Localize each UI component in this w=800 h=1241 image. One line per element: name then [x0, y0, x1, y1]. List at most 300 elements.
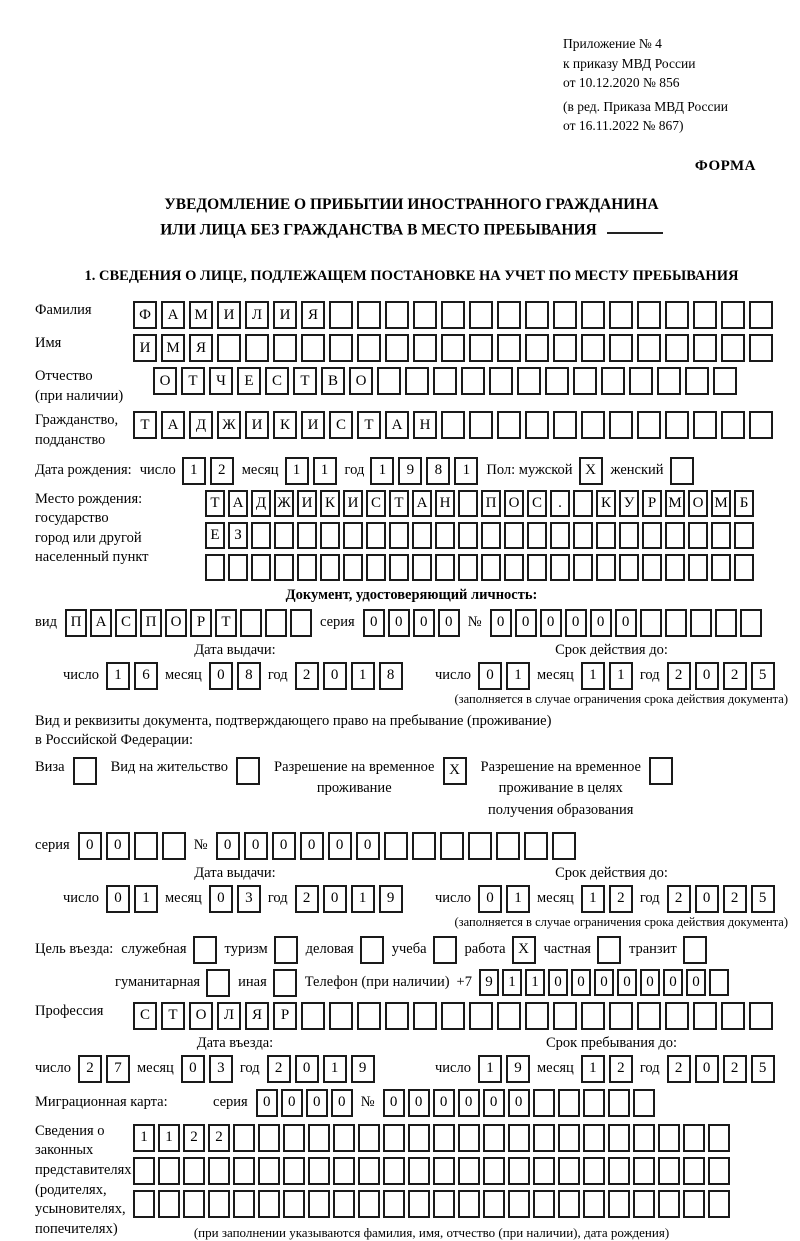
char-cell[interactable]: 7 — [106, 1055, 130, 1083]
char-cell[interactable] — [385, 301, 409, 329]
char-cell[interactable]: 9 — [351, 1055, 375, 1083]
char-cell[interactable]: 2 — [723, 662, 747, 690]
char-cell[interactable]: 6 — [134, 662, 158, 690]
char-cell[interactable]: 2 — [267, 1055, 291, 1083]
char-cell[interactable] — [619, 522, 639, 549]
char-cell[interactable]: С — [133, 1002, 157, 1030]
char-cell[interactable] — [320, 554, 340, 581]
char-cell[interactable]: 2 — [295, 885, 319, 913]
char-cell[interactable]: 1 — [454, 457, 478, 485]
char-cell[interactable]: 0 — [388, 609, 410, 637]
char-cell[interactable]: 0 — [216, 832, 240, 860]
char-cell[interactable] — [497, 334, 521, 362]
char-cell[interactable]: Ж — [217, 411, 241, 439]
char-cell[interactable]: А — [228, 490, 248, 517]
char-cell[interactable] — [553, 334, 577, 362]
char-cell[interactable] — [483, 1124, 505, 1152]
char-cell[interactable]: И — [217, 301, 241, 329]
char-cell[interactable]: 0 — [106, 832, 130, 860]
char-cell[interactable] — [458, 490, 478, 517]
char-cell[interactable] — [619, 554, 639, 581]
char-cell[interactable] — [329, 1002, 353, 1030]
char-cell[interactable]: 0 — [478, 662, 502, 690]
char-cell[interactable] — [273, 969, 297, 997]
char-cell[interactable]: 1 — [323, 1055, 347, 1083]
char-cell[interactable] — [721, 411, 745, 439]
char-cell[interactable]: 0 — [515, 609, 537, 637]
char-cell[interactable]: 0 — [438, 609, 460, 637]
char-cell[interactable] — [158, 1157, 180, 1185]
char-cell[interactable] — [441, 334, 465, 362]
char-cell[interactable]: 0 — [408, 1089, 430, 1117]
char-cell[interactable] — [550, 522, 570, 549]
char-cell[interactable]: 9 — [506, 1055, 530, 1083]
char-cell[interactable] — [693, 301, 717, 329]
char-cell[interactable]: И — [343, 490, 363, 517]
char-cell[interactable] — [637, 334, 661, 362]
char-cell[interactable] — [608, 1157, 630, 1185]
char-cell[interactable]: И — [301, 411, 325, 439]
char-cell[interactable]: 8 — [237, 662, 261, 690]
char-cell[interactable]: И — [273, 301, 297, 329]
char-cell[interactable]: 0 — [323, 885, 347, 913]
char-cell[interactable]: 0 — [594, 969, 614, 996]
char-cell[interactable]: 5 — [751, 885, 775, 913]
char-cell[interactable] — [685, 367, 709, 395]
char-cell[interactable] — [609, 301, 633, 329]
char-cell[interactable] — [433, 936, 457, 964]
char-cell[interactable] — [357, 334, 381, 362]
char-cell[interactable]: 0 — [458, 1089, 480, 1117]
char-cell[interactable]: 1 — [285, 457, 309, 485]
char-cell[interactable] — [297, 554, 317, 581]
char-cell[interactable]: У — [619, 490, 639, 517]
char-cell[interactable]: И — [245, 411, 269, 439]
char-cell[interactable]: 0 — [300, 832, 324, 860]
char-cell[interactable] — [483, 1157, 505, 1185]
char-cell[interactable] — [683, 936, 707, 964]
char-cell[interactable] — [183, 1190, 205, 1218]
char-cell[interactable] — [385, 334, 409, 362]
char-cell[interactable]: 0 — [686, 969, 706, 996]
char-cell[interactable]: 9 — [479, 969, 499, 996]
char-cell[interactable] — [469, 1002, 493, 1030]
char-cell[interactable]: В — [321, 367, 345, 395]
char-cell[interactable] — [665, 522, 685, 549]
char-cell[interactable]: 0 — [483, 1089, 505, 1117]
char-cell[interactable]: 8 — [379, 662, 403, 690]
char-cell[interactable]: 0 — [490, 609, 512, 637]
char-cell[interactable]: Ф — [133, 301, 157, 329]
char-cell[interactable] — [193, 936, 217, 964]
char-cell[interactable]: 1 — [370, 457, 394, 485]
char-cell[interactable] — [527, 522, 547, 549]
char-cell[interactable]: 2 — [183, 1124, 205, 1152]
char-cell[interactable] — [377, 367, 401, 395]
char-cell[interactable]: 2 — [609, 885, 633, 913]
char-cell[interactable] — [133, 1190, 155, 1218]
char-cell[interactable]: 0 — [640, 969, 660, 996]
char-cell[interactable] — [333, 1190, 355, 1218]
char-cell[interactable]: П — [65, 609, 87, 637]
char-cell[interactable] — [458, 1124, 480, 1152]
char-cell[interactable]: Е — [205, 522, 225, 549]
char-cell[interactable]: 1 — [313, 457, 337, 485]
char-cell[interactable] — [713, 367, 737, 395]
char-cell[interactable] — [504, 522, 524, 549]
char-cell[interactable] — [435, 554, 455, 581]
char-cell[interactable] — [637, 301, 661, 329]
char-cell[interactable] — [435, 522, 455, 549]
char-cell[interactable]: П — [140, 609, 162, 637]
char-cell[interactable] — [217, 334, 241, 362]
char-cell[interactable] — [552, 832, 576, 860]
char-cell[interactable]: 2 — [667, 1055, 691, 1083]
char-cell[interactable] — [608, 1089, 630, 1117]
char-cell[interactable] — [383, 1157, 405, 1185]
char-cell[interactable]: Н — [413, 411, 437, 439]
char-cell[interactable]: Т — [205, 490, 225, 517]
char-cell[interactable] — [693, 411, 717, 439]
char-cell[interactable] — [740, 609, 762, 637]
char-cell[interactable] — [273, 334, 297, 362]
char-cell[interactable] — [508, 1124, 530, 1152]
char-cell[interactable]: 0 — [306, 1089, 328, 1117]
char-cell[interactable]: 0 — [617, 969, 637, 996]
char-cell[interactable] — [508, 1190, 530, 1218]
char-cell[interactable] — [408, 1190, 430, 1218]
char-cell[interactable]: 0 — [78, 832, 102, 860]
char-cell[interactable] — [366, 522, 386, 549]
char-cell[interactable] — [228, 554, 248, 581]
char-cell[interactable]: И — [297, 490, 317, 517]
char-cell[interactable] — [274, 936, 298, 964]
char-cell[interactable] — [558, 1124, 580, 1152]
char-cell[interactable] — [583, 1157, 605, 1185]
char-cell[interactable] — [665, 554, 685, 581]
char-cell[interactable] — [524, 832, 548, 860]
char-cell[interactable] — [441, 1002, 465, 1030]
char-cell[interactable] — [366, 554, 386, 581]
char-cell[interactable] — [458, 1157, 480, 1185]
char-cell[interactable]: Т — [161, 1002, 185, 1030]
char-cell[interactable] — [665, 411, 689, 439]
char-cell[interactable]: З — [228, 522, 248, 549]
char-cell[interactable] — [658, 1124, 680, 1152]
char-cell[interactable] — [412, 554, 432, 581]
char-cell[interactable] — [162, 832, 186, 860]
char-cell[interactable]: Р — [190, 609, 212, 637]
char-cell[interactable]: 0 — [695, 1055, 719, 1083]
char-cell[interactable]: 0 — [590, 609, 612, 637]
char-cell[interactable] — [301, 1002, 325, 1030]
char-cell[interactable]: 0 — [281, 1089, 303, 1117]
char-cell[interactable] — [517, 367, 541, 395]
char-cell[interactable] — [458, 1190, 480, 1218]
char-cell[interactable] — [633, 1124, 655, 1152]
char-cell[interactable]: А — [412, 490, 432, 517]
char-cell[interactable]: Я — [245, 1002, 269, 1030]
char-cell[interactable]: Т — [357, 411, 381, 439]
char-cell[interactable] — [297, 522, 317, 549]
char-cell[interactable]: 0 — [615, 609, 637, 637]
char-cell[interactable]: 1 — [506, 662, 530, 690]
char-cell[interactable] — [265, 609, 287, 637]
char-cell[interactable]: 2 — [295, 662, 319, 690]
char-cell[interactable] — [633, 1157, 655, 1185]
char-cell[interactable]: О — [688, 490, 708, 517]
char-cell[interactable]: 0 — [356, 832, 380, 860]
char-cell[interactable] — [383, 1124, 405, 1152]
char-cell[interactable]: Ч — [209, 367, 233, 395]
char-cell[interactable] — [683, 1190, 705, 1218]
char-cell[interactable] — [412, 832, 436, 860]
char-cell[interactable] — [441, 301, 465, 329]
char-cell[interactable]: 0 — [331, 1089, 353, 1117]
char-cell[interactable]: 1 — [525, 969, 545, 996]
char-cell[interactable] — [711, 522, 731, 549]
char-cell[interactable]: 5 — [751, 1055, 775, 1083]
char-cell[interactable] — [320, 522, 340, 549]
char-cell[interactable] — [608, 1190, 630, 1218]
char-cell[interactable]: 0 — [181, 1055, 205, 1083]
char-cell[interactable] — [433, 1190, 455, 1218]
char-cell[interactable] — [413, 301, 437, 329]
char-cell[interactable] — [358, 1157, 380, 1185]
char-cell[interactable] — [609, 334, 633, 362]
char-cell[interactable] — [558, 1089, 580, 1117]
char-cell[interactable]: Я — [301, 301, 325, 329]
char-cell[interactable] — [573, 554, 593, 581]
char-cell[interactable] — [609, 411, 633, 439]
char-cell[interactable]: П — [481, 490, 501, 517]
char-cell[interactable] — [583, 1124, 605, 1152]
char-cell[interactable]: X — [579, 457, 603, 485]
char-cell[interactable] — [329, 334, 353, 362]
char-cell[interactable] — [573, 490, 593, 517]
char-cell[interactable] — [384, 832, 408, 860]
char-cell[interactable] — [283, 1190, 305, 1218]
char-cell[interactable]: Н — [435, 490, 455, 517]
char-cell[interactable]: Р — [642, 490, 662, 517]
char-cell[interactable] — [357, 301, 381, 329]
char-cell[interactable]: 3 — [209, 1055, 233, 1083]
char-cell[interactable]: А — [90, 609, 112, 637]
char-cell[interactable] — [504, 554, 524, 581]
char-cell[interactable] — [290, 609, 312, 637]
char-cell[interactable]: С — [366, 490, 386, 517]
char-cell[interactable] — [134, 832, 158, 860]
char-cell[interactable] — [274, 522, 294, 549]
char-cell[interactable] — [683, 1124, 705, 1152]
char-cell[interactable]: 0 — [478, 885, 502, 913]
char-cell[interactable] — [408, 1124, 430, 1152]
char-cell[interactable]: 0 — [272, 832, 296, 860]
char-cell[interactable] — [749, 334, 773, 362]
char-cell[interactable] — [360, 936, 384, 964]
char-cell[interactable] — [649, 757, 673, 785]
char-cell[interactable] — [245, 334, 269, 362]
char-cell[interactable]: 1 — [158, 1124, 180, 1152]
char-cell[interactable] — [734, 554, 754, 581]
char-cell[interactable] — [640, 609, 662, 637]
char-cell[interactable] — [497, 411, 521, 439]
char-cell[interactable] — [558, 1157, 580, 1185]
char-cell[interactable]: 1 — [106, 662, 130, 690]
char-cell[interactable]: 1 — [182, 457, 206, 485]
char-cell[interactable] — [412, 522, 432, 549]
char-cell[interactable]: X — [443, 757, 467, 785]
char-cell[interactable] — [658, 1190, 680, 1218]
char-cell[interactable] — [715, 609, 737, 637]
char-cell[interactable]: 0 — [508, 1089, 530, 1117]
char-cell[interactable]: Л — [217, 1002, 241, 1030]
char-cell[interactable] — [481, 522, 501, 549]
char-cell[interactable] — [525, 411, 549, 439]
char-cell[interactable]: О — [349, 367, 373, 395]
char-cell[interactable]: С — [265, 367, 289, 395]
char-cell[interactable]: 0 — [663, 969, 683, 996]
char-cell[interactable] — [301, 334, 325, 362]
char-cell[interactable] — [708, 1190, 730, 1218]
char-cell[interactable] — [458, 554, 478, 581]
char-cell[interactable] — [609, 1002, 633, 1030]
char-cell[interactable] — [208, 1190, 230, 1218]
char-cell[interactable] — [236, 757, 260, 785]
char-cell[interactable]: 0 — [695, 662, 719, 690]
char-cell[interactable]: X — [512, 936, 536, 964]
char-cell[interactable] — [633, 1190, 655, 1218]
char-cell[interactable]: 0 — [383, 1089, 405, 1117]
char-cell[interactable]: 1 — [133, 1124, 155, 1152]
char-cell[interactable] — [749, 301, 773, 329]
char-cell[interactable] — [581, 301, 605, 329]
char-cell[interactable] — [581, 411, 605, 439]
char-cell[interactable]: Е — [237, 367, 261, 395]
char-cell[interactable]: 9 — [379, 885, 403, 913]
char-cell[interactable]: 8 — [426, 457, 450, 485]
char-cell[interactable] — [489, 367, 513, 395]
char-cell[interactable] — [553, 301, 577, 329]
char-cell[interactable] — [708, 1124, 730, 1152]
char-cell[interactable] — [329, 301, 353, 329]
char-cell[interactable] — [581, 334, 605, 362]
char-cell[interactable] — [333, 1157, 355, 1185]
char-cell[interactable] — [553, 1002, 577, 1030]
char-cell[interactable] — [545, 367, 569, 395]
char-cell[interactable] — [708, 1157, 730, 1185]
char-cell[interactable] — [258, 1124, 280, 1152]
char-cell[interactable]: 2 — [667, 885, 691, 913]
char-cell[interactable]: 1 — [581, 885, 605, 913]
char-cell[interactable]: С — [527, 490, 547, 517]
char-cell[interactable] — [525, 334, 549, 362]
char-cell[interactable]: 2 — [208, 1124, 230, 1152]
char-cell[interactable]: Т — [215, 609, 237, 637]
char-cell[interactable]: 1 — [609, 662, 633, 690]
char-cell[interactable] — [251, 554, 271, 581]
char-cell[interactable]: О — [165, 609, 187, 637]
char-cell[interactable] — [258, 1190, 280, 1218]
char-cell[interactable]: 1 — [134, 885, 158, 913]
char-cell[interactable]: 0 — [433, 1089, 455, 1117]
char-cell[interactable]: 2 — [609, 1055, 633, 1083]
char-cell[interactable] — [468, 832, 492, 860]
char-cell[interactable] — [206, 969, 230, 997]
char-cell[interactable]: 1 — [581, 662, 605, 690]
char-cell[interactable]: . — [550, 490, 570, 517]
char-cell[interactable]: Т — [389, 490, 409, 517]
char-cell[interactable] — [721, 334, 745, 362]
char-cell[interactable] — [711, 554, 731, 581]
char-cell[interactable] — [343, 522, 363, 549]
char-cell[interactable] — [533, 1124, 555, 1152]
char-cell[interactable] — [308, 1190, 330, 1218]
char-cell[interactable] — [688, 522, 708, 549]
char-cell[interactable] — [73, 757, 97, 785]
char-cell[interactable]: 0 — [413, 609, 435, 637]
char-cell[interactable]: 3 — [237, 885, 261, 913]
char-cell[interactable] — [469, 334, 493, 362]
char-cell[interactable]: А — [161, 411, 185, 439]
char-cell[interactable]: 0 — [695, 885, 719, 913]
char-cell[interactable] — [573, 367, 597, 395]
char-cell[interactable] — [496, 832, 520, 860]
char-cell[interactable] — [283, 1124, 305, 1152]
char-cell[interactable] — [637, 1002, 661, 1030]
char-cell[interactable] — [389, 522, 409, 549]
char-cell[interactable] — [133, 1157, 155, 1185]
char-cell[interactable] — [597, 936, 621, 964]
char-cell[interactable]: 2 — [723, 885, 747, 913]
char-cell[interactable] — [693, 334, 717, 362]
char-cell[interactable]: 0 — [106, 885, 130, 913]
char-cell[interactable]: 2 — [210, 457, 234, 485]
char-cell[interactable]: 2 — [667, 662, 691, 690]
char-cell[interactable]: Б — [734, 490, 754, 517]
char-cell[interactable]: Р — [273, 1002, 297, 1030]
char-cell[interactable]: М — [665, 490, 685, 517]
char-cell[interactable] — [637, 411, 661, 439]
char-cell[interactable] — [233, 1157, 255, 1185]
char-cell[interactable]: А — [385, 411, 409, 439]
char-cell[interactable] — [642, 522, 662, 549]
char-cell[interactable] — [665, 1002, 689, 1030]
char-cell[interactable]: К — [273, 411, 297, 439]
char-cell[interactable]: 1 — [351, 885, 375, 913]
char-cell[interactable] — [158, 1190, 180, 1218]
char-cell[interactable] — [665, 301, 689, 329]
char-cell[interactable] — [533, 1157, 555, 1185]
char-cell[interactable] — [469, 301, 493, 329]
char-cell[interactable] — [358, 1190, 380, 1218]
char-cell[interactable] — [508, 1157, 530, 1185]
char-cell[interactable] — [633, 1089, 655, 1117]
char-cell[interactable] — [709, 969, 729, 996]
char-cell[interactable] — [433, 1157, 455, 1185]
char-cell[interactable]: О — [189, 1002, 213, 1030]
char-cell[interactable] — [550, 554, 570, 581]
char-cell[interactable]: М — [189, 301, 213, 329]
char-cell[interactable] — [749, 411, 773, 439]
char-cell[interactable] — [233, 1190, 255, 1218]
char-cell[interactable] — [274, 554, 294, 581]
char-cell[interactable] — [749, 1002, 773, 1030]
char-cell[interactable] — [573, 522, 593, 549]
char-cell[interactable] — [558, 1190, 580, 1218]
char-cell[interactable] — [481, 554, 501, 581]
char-cell[interactable] — [525, 1002, 549, 1030]
